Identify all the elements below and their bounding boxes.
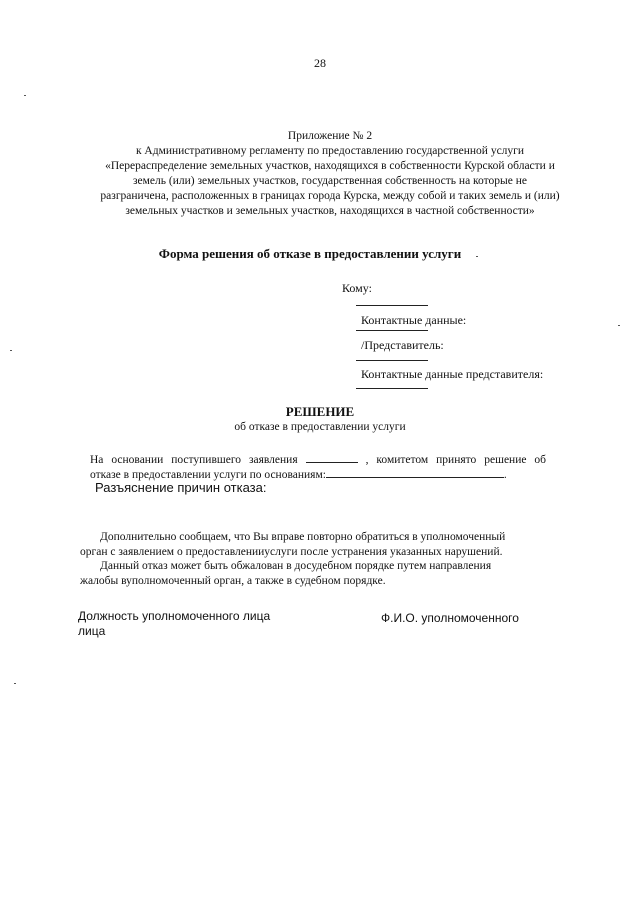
representative-label: /Представитель: [361, 338, 444, 352]
appendix-line: земельных участков и земельных участков, находящихся в частной собственности» [125, 205, 535, 217]
form-title: Форма решения об отказе в предоставлении услуги [158, 246, 462, 261]
representative-contact-label: Контактные данные представителя: [361, 367, 544, 381]
basis-text-end: , комитетом принято решение об [365, 454, 547, 466]
page-number: 28 [314, 56, 326, 70]
representative-line [356, 360, 428, 361]
appendix-title: Приложение № 2 [287, 130, 373, 142]
position-line: Должность уполномоченного лица [78, 609, 271, 623]
decision-subtitle: об отказе в предоставлении услуги [234, 421, 406, 433]
basis-grounds-text: отказе в предоставлении услуги по основаниям: [90, 469, 326, 481]
position-line: лица [78, 624, 106, 638]
contact-label: Контактные данные: [361, 313, 467, 327]
additional-line: орган с заявлением о предоставленииуслуги после устранения указанных нарушений. [80, 545, 503, 558]
appendix-line: «Перераспределение земельных участков, находящихся в собственности Курской области и [105, 160, 555, 172]
additional-line: Данный отказ может быть обжалован в досудебном порядке путем направления [100, 560, 492, 572]
scan-mark [14, 683, 16, 684]
appendix-line: земель (или) земельных участков, государственная собственность на которые не [133, 175, 527, 187]
signatory-position [78, 609, 270, 639]
reasons-label: Разъяснение причин отказа: [95, 480, 267, 495]
additional-line: Дополнительно сообщаем, что Вы вправе повторно обратиться в уполномоченный [100, 531, 506, 543]
additional-info [80, 530, 550, 588]
decision-title: РЕШЕНИЕ [285, 404, 355, 419]
representative-contact-line [356, 388, 428, 389]
scan-mark [10, 350, 12, 351]
basis-text-start: На основании поступившего заявления [90, 454, 298, 466]
recipient-name-line [356, 305, 428, 306]
scan-mark [618, 325, 620, 326]
basis-end-mark: . [503, 469, 507, 481]
additional-line: жалобы вуполномоченный орган, а также в судебном порядке. [80, 574, 386, 587]
contact-line [356, 330, 428, 331]
appendix-line: разграничена, расположенных в границах города Курска, между собой и таких земель и (или) [100, 190, 560, 202]
signatory-name-label: Ф.И.О. уполномоченного [381, 611, 519, 625]
grounds-blank [326, 467, 504, 478]
decision-basis [90, 452, 546, 482]
scan-mark [476, 256, 478, 257]
to-label: Кому: [342, 281, 372, 295]
appendix-line: к Административному регламенту по предоставлению государственной услуги [135, 145, 525, 157]
scan-mark [24, 95, 26, 96]
application-number-blank [306, 452, 358, 463]
appendix-header [60, 129, 600, 219]
